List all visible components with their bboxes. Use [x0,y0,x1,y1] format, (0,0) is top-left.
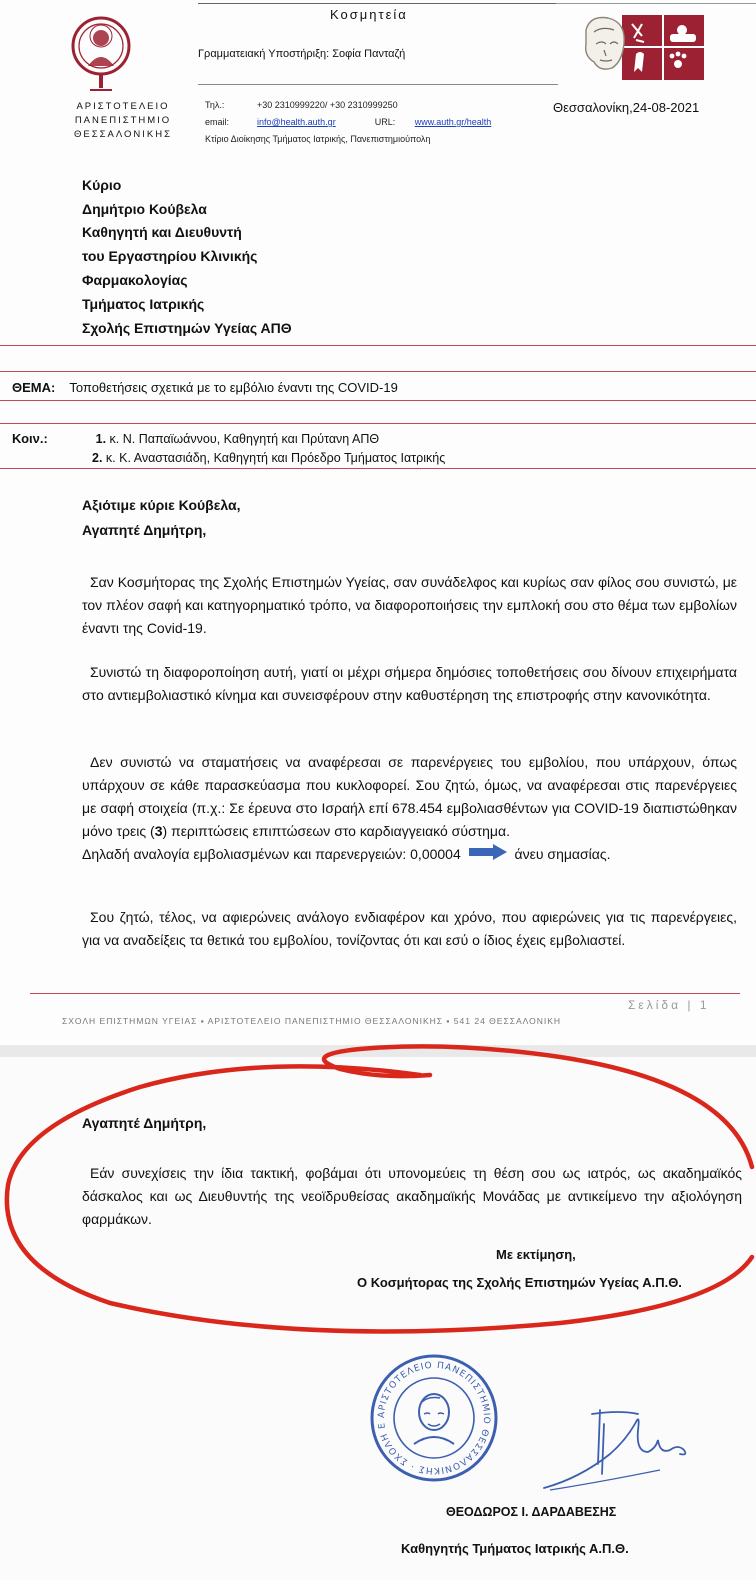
page-footer: ΣΧΟΛΗ ΕΠΙΣΤΗΜΩΝ ΥΓΕΙΑΣ ▪ ΑΡΙΣΤΟΤΕΛΕΙΟ ΠΑΝΕΠΙΣΤΗΜΙΟ ΘΕΣΣΑΛΟΝΙΚΗΣ ▪ 541 24 ΘΕΣΣΑΛΟΝΙΚΗ [62,1016,562,1026]
recipient-line: Τμήματος Ιατρικής [82,296,205,312]
recipient-line: Κύριο [82,177,122,193]
recipient-line: Δημήτριο Κούβελα [82,201,207,217]
footer-rule [30,993,740,994]
url-label: URL: [374,117,396,127]
signer-name: ΘΕΟΔΩΡΟΣ Ι. ΔΑΡΔΑΒΕΣΗΣ [446,1505,617,1519]
building-address: Κτίριο Διοίκησης Τμήματος Ιατρικής, Πανεπιστημιούπολη [205,134,431,144]
email-link[interactable]: info@health.auth.gr [257,117,336,127]
faculty-logo-icon [578,10,704,80]
conclusion-text: άνευ σημασίας. [514,846,611,862]
salutation-informal: Αγαπητέ Δημήτρη, [82,522,207,538]
official-stamp-icon [368,1352,500,1484]
university-name [58,100,188,142]
page2-greeting: Αγαπητέ Δημήτρη, [82,1115,207,1131]
cc-block-second [92,450,445,465]
header-rule-middle [198,84,558,85]
stamp-text: ΑΡΙΣΤΟΤΕΛΕΙΟ ΠΑΝΕΠΙΣΤΗΜΙΟ ΘΕΣΣΑΛΟΝΙΚΗΣ · ΣΧΟΛΗ Ε [376,1360,492,1476]
salutation-formal: Αξιότιμε κύριε Κούβελα, [82,497,241,513]
signer-role: Ο Κοσμήτορας της Σχολής Επιστημών Υγείας Α.Π.Θ. [357,1275,682,1290]
signer-title: Καθηγητής Τμήματος Ιατρικής Α.Π.Θ. [401,1541,629,1556]
cc-item-number: 2. [92,451,103,465]
page-number: Σελίδα | 1 [628,998,710,1012]
cc-block [12,431,379,446]
recipient-line: Φαρμακολογίας [82,272,188,288]
letter-page-2 [0,1057,756,1580]
phone-label: Τηλ.: [205,100,225,110]
university-logo-icon [70,10,132,98]
cc-item-text: κ. Ν. Παπαϊωάννου, Καθηγητή και Πρύτανη ΑΠΘ [109,432,380,446]
recipient-line: του Εργαστηρίου Κλινικής [82,248,258,264]
url-link[interactable]: www.auth.gr/health [414,117,492,127]
contact-phone [205,100,398,110]
cc-label: Κοιν.: [12,431,48,446]
phone-value: +30 2310999220/ +30 2310999250 [257,100,398,110]
cc-item-number: 1. [95,432,107,446]
page2-paragraph [82,1162,742,1231]
subject-text: Τοποθετήσεις σχετικά με το εμβόλιο έναντι της COVID-19 [69,380,398,395]
header-rule-top [198,3,558,4]
letter-date: Θεσσαλονίκη,24-08-2021 [553,100,700,115]
page-separator [0,1045,756,1057]
count-three: 3 [154,823,163,839]
university-line: ΘΕΣΣΑΛΟΝΙΚΗΣ [74,129,172,140]
contact-email-url [205,117,491,127]
subject-line [12,380,398,395]
recipient-line: Καθηγητή και Διευθυντή [82,224,242,240]
paragraph-text: Σου ζητώ, τέλος, να αφιερώνεις ανάλογο ενδιαφέρον και χρόνο, που αφιερώνεις για τις παρενέργειες, για να αναδείξεις τα θετικά του εμβολίου, τονίζοντας ότι και εσύ ο ίδιος έχεις εμβολιαστεί. [82,909,737,948]
paragraph-text: Συνιστώ τη διαφοροποίηση αυτή, γιατί οι μέχρι σήμερα δημόσιες τοποθετήσεις σου δίνουν επιχειρήματα στο αντιεμβολιαστικό κίνημα και συνεισφέρουν στην καθυστέρηση της επιστροφής στην κανονικότητα. [82,664,737,703]
closing-phrase: Με εκτίμηση, [496,1247,576,1262]
recipient-line: Σχολής Επιστημών Υγείας ΑΠΘ [82,320,292,336]
email-label: email: [205,117,230,127]
paragraph-text: Σαν Κοσμήτορας της Σχολής Επιστημών Υγείας, σαν συνάδελφος και κυρίως σαν φίλος σου συνιστώ, με τον πλέον σαφή και κατηγορηματικό τρόπο, να διαφοροποιήσεις την εμπλοκή σου στο θέμα των εμβολίων έναντι της Covid-19. [82,574,737,636]
paragraph-4 [82,906,737,952]
divider-rule [0,400,756,401]
right-arrow-icon [469,844,507,867]
paragraph-text: ) περιπτώσεις επιπτώσεων στο καρδιαγγειακό σύστημα. [162,823,510,839]
paragraph-text: Δεν συνιστώ να σταματήσεις να αναφέρεσαι σε παρενέργειες του εμβολίου, που υπάρχουν, όπως υπάρχουν σε κάθε παρασκεύασμα που κυκλοφορεί. Σου ζητώ, όμως, να αναφέρεσαι στις παρενέργειες με σαφή στοιχεία (π.χ.: Σε έρευνα στο Ισραήλ επί 678.454 εμβολιασθέντων για COVID-19 διαπιστώθηκαν μόνο τρεις ( [82,754,737,839]
divider-rule [0,423,756,424]
subject-label: ΘΕΜΑ: [12,380,56,395]
office-title: Κοσμητεία [330,7,408,22]
university-line: ΠΑΝΕΠΙΣΤΗΜΙΟ [74,115,172,126]
paragraph-2 [82,661,737,707]
divider-rule [0,371,756,372]
ratio-text: Δηλαδή αναλογία εμβολιασμένων και παρενεργειών: 0,00004 [82,846,461,862]
divider-rule [0,345,756,346]
paragraph-3 [82,751,737,867]
header-rule-right [556,3,756,4]
divider-rule [0,468,756,469]
handwritten-signature [540,1404,700,1494]
secretarial-support: Γραμματειακή Υποστήριξη: Σοφία Πανταζή [198,48,406,60]
cc-item-text: κ. Κ. Αναστασιάδη, Καθηγητή και Πρόεδρο Τμήματος Ιατρικής [105,451,446,465]
paragraph-1 [82,571,737,640]
university-line: ΑΡΙΣΤΟΤΕΛΕΙΟ [76,101,170,112]
paragraph-text: Εάν συνεχίσεις την ίδια τακτική, φοβάμαι ότι υπονομεύεις τη θέση σου ως ιατρός, ως ακαδημαϊκός δάσκαλος και ως Διευθυντής της νεοϊδρυθείσας ακαδημαϊκής Μονάδας με αντικείμενο την αξιολόγηση φαρμάκων. [82,1165,742,1227]
